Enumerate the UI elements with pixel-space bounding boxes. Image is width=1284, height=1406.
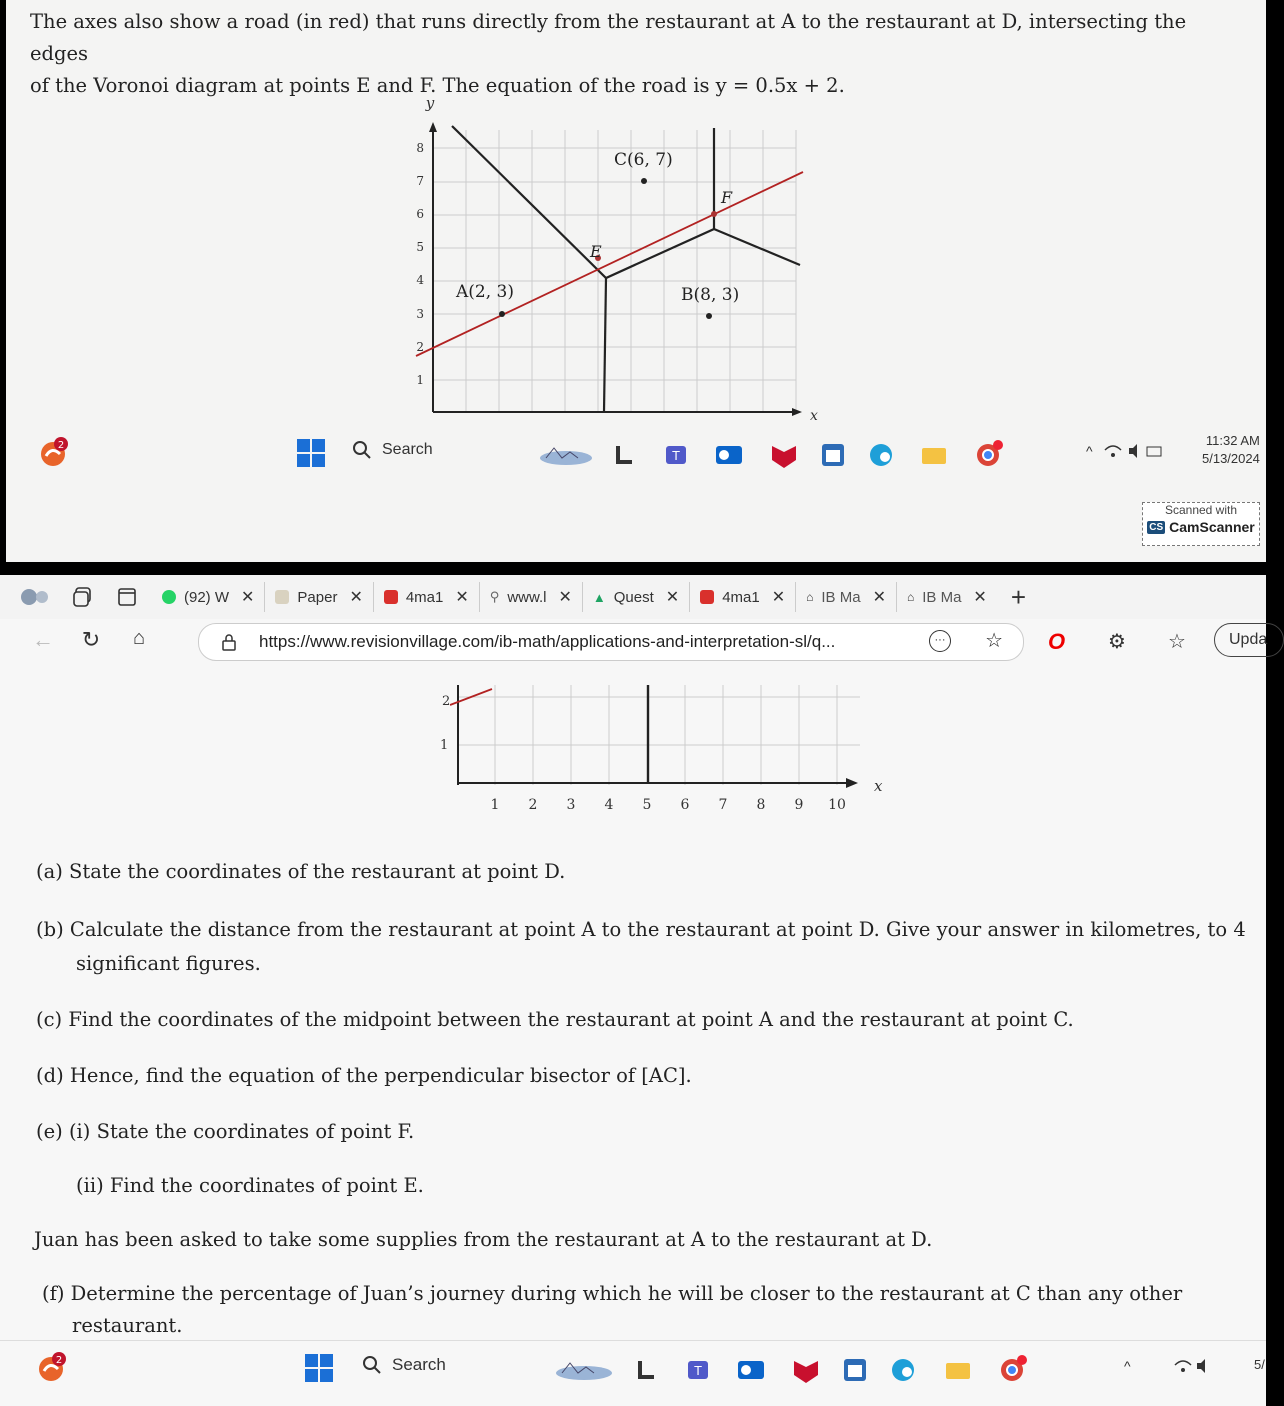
y-tick-4: 4 [416,273,424,287]
y-axis-arrow [429,122,437,132]
tab-4[interactable] [480,582,583,612]
chevron-up-icon: ^ [1124,1358,1131,1374]
clock[interactable] [1202,432,1260,468]
svg-text:2: 2 [55,1355,63,1366]
x-tick-3: 3 [566,797,576,813]
tab-7[interactable] [796,582,897,612]
document-icon [275,590,289,604]
taskbar-search-label: Search [382,441,433,458]
y-tick-2-bottom: 2 [442,694,451,709]
y-tick-2: 2 [416,340,424,354]
y-tick-1: 1 [416,373,424,387]
question-b-line2: significant figures. [76,952,261,975]
close-icon[interactable]: ✕ [349,589,363,606]
file-icon [638,1361,654,1379]
y-tick-6: 6 [416,207,424,221]
x-tick-9: 9 [794,797,804,813]
svg-text:T: T [694,1364,702,1378]
y-tick-8: 8 [416,141,424,155]
tab-8-label: IB Ma [922,588,962,606]
pinned-apps [536,440,1016,470]
tab-6[interactable] [690,582,796,612]
camscanner-line1: Scanned with [1164,503,1238,517]
question-c: (c) Find the coordinates of the midpoint between the restaurant at point A and the restaurant at point C. [36,1008,1074,1031]
question-a: (a) State the coordinates of the restaurant at point D. [36,860,566,883]
system-tray[interactable] [1124,1357,1221,1375]
x-tick-labels-bottom [491,797,846,813]
windows-start-icon[interactable] [296,438,326,468]
close-icon[interactable]: ✕ [455,589,469,606]
whatsapp-icon [162,590,176,604]
teams-icon [666,446,686,464]
question-f-line2: restaurant. [72,1314,183,1337]
close-icon[interactable]: ✕ [558,589,572,606]
outlook-icon [716,446,742,464]
system-tray[interactable] [1086,442,1163,460]
close-icon[interactable]: ✕ [241,589,255,606]
y-tick-5: 5 [416,240,424,254]
svg-text:2: 2 [57,440,65,451]
close-icon[interactable]: ✕ [973,589,987,606]
scanned-photo-top [6,0,1266,562]
grid-lines-bottom [458,685,860,785]
taskbar-bottom [0,1340,1266,1389]
back-arrow-icon[interactable]: ← [32,627,54,652]
tab-bar-controls [0,586,152,608]
pinned-apps [550,1355,1040,1385]
tab-actions-icon[interactable] [116,586,138,608]
tab-4-label: www.l [507,588,547,606]
nav-buttons [26,627,156,653]
file-icon [616,446,632,464]
tray-icons [1103,442,1163,460]
point-c-label: C(6, 7) [614,150,673,170]
tab-3-label: 4ma1 [405,588,444,606]
search-icon [352,440,372,460]
close-icon[interactable]: ✕ [771,589,786,606]
question-d: (d) Hence, find the equation of the perpendicular bisector of [AC]. [36,1064,692,1087]
weather-icon [556,1363,612,1380]
x-tick-6: 6 [680,797,690,813]
grid-lines [433,130,796,412]
lock-icon [219,632,239,652]
tab-bar [0,575,1266,619]
point-e-label: E [590,242,602,261]
update-button[interactable]: Upda [1214,623,1284,657]
taskbar-top [6,428,1266,476]
mcafee-icon [772,446,796,468]
edge-icon [870,444,892,466]
windows-start-icon[interactable] [304,1353,334,1383]
clock-date: 5/13/2024 [1202,451,1260,466]
address-bar[interactable] [198,623,1024,661]
folder-icon [922,448,946,464]
pdf-icon [700,590,714,604]
voronoi-graph-bottom-portion [410,685,890,815]
intro-text [30,6,1230,102]
question-f-line1: (f) Determine the percentage of Juan’s journey during which he will be closer to the restaurant at C than any other [42,1282,1183,1305]
point-f-label: F [721,188,733,207]
x-tick-2: 2 [528,797,538,813]
url-text: https://www.revisionvillage.com/ib-math/applications-and-interpretation-sl/q... [259,632,836,651]
tray-icons [1141,1357,1221,1375]
tab-5[interactable] [583,582,690,612]
y-tick-labels [416,141,424,387]
weather-icon [540,448,592,465]
school-icon: ⌂ [806,590,814,604]
refresh-icon[interactable]: ↻ [81,627,101,652]
pdf-icon [384,590,398,604]
tab-6-label: 4ma1 [722,588,760,606]
point-a-label: A(2, 3) [456,282,514,302]
voronoi-graph [396,90,816,430]
home-icon[interactable]: ⌂ [132,627,146,649]
favorites-icon[interactable]: ☆ [1168,631,1186,653]
drive-icon: ▲ [592,589,606,605]
x-tick-10: 10 [828,797,846,813]
intro-line-1: The axes also show a road (in red) that runs directly from the restaurant at A to the restaurant at D, intersecting the edges [30,10,1187,65]
address-row [0,619,1266,667]
tab-3[interactable] [374,582,480,612]
tab-2[interactable] [265,582,373,612]
x-axis-arrow-bottom [846,778,858,788]
tab-5-label: Quest [613,588,654,606]
y-axis-label: y [425,94,435,112]
x-axis-arrow [792,408,802,416]
mcafee-icon [794,1361,818,1383]
search-icon [362,1355,382,1375]
x-tick-8: 8 [756,797,766,813]
tab-8[interactable] [897,582,997,612]
voronoi-edge-ac-bc [452,126,714,278]
tab-1[interactable] [152,582,265,612]
edge-update-icon[interactable] [34,1349,70,1385]
browser-screenshot [0,575,1266,1406]
more-icon[interactable]: ··· [929,630,951,652]
clock-partial[interactable]: 5/ [1254,1357,1265,1372]
x-axis-label-bottom: x [874,777,883,795]
intro-line-2: of the Voronoi diagram at points E and F. The equation of the road is y = 0.5x + 2. [30,74,845,97]
teams-icon [688,1361,708,1379]
point-c-dot [641,178,647,184]
clock-time: 11:32 AM [1205,433,1260,448]
tab-7-label: IB Ma [821,588,861,606]
camscanner-brand-row [1143,519,1259,535]
question-e-i: (e) (i) State the coordinates of point F. [36,1120,415,1143]
taskbar-search[interactable] [352,440,433,460]
chrome-icon [977,440,1003,466]
camscanner-brand: CamScanner [1169,519,1255,535]
voronoi-edge-bd [714,229,800,265]
y-tick-7: 7 [416,174,424,188]
taskbar-search-label: Search [392,1355,446,1374]
new-tab-button[interactable]: + [1010,581,1027,612]
edge-update-icon[interactable] [36,434,72,470]
tab-1-label: (92) W [184,588,229,606]
taskbar-search[interactable] [362,1355,446,1375]
y-tick-3: 3 [416,307,424,321]
y-tick-1-bottom: 1 [440,738,449,753]
x-tick-4: 4 [604,797,614,813]
svg-text:T: T [672,449,680,463]
voronoi-edge-ab [604,278,606,412]
workspaces-icon[interactable] [72,586,94,608]
chrome-icon [1001,1355,1027,1381]
road-line [416,172,803,356]
folder-icon [946,1363,970,1379]
close-icon[interactable]: ✕ [665,589,680,606]
opera-icon[interactable]: O [1048,629,1066,654]
question-e-ii: (ii) Find the coordinates of point E. [76,1174,424,1197]
edge-icon [892,1359,914,1381]
x-tick-1: 1 [490,797,500,813]
school-icon: ⌂ [906,590,915,604]
x-tick-5: 5 [642,797,652,813]
camscanner-logo: CS [1149,521,1164,533]
calendar-icon [822,444,844,466]
calendar-icon [844,1359,866,1381]
camscanner-watermark [1142,502,1260,546]
outlook-icon [738,1361,764,1379]
point-b-dot [706,313,712,319]
profile-icon[interactable] [20,586,50,608]
x-axis-label: x [810,408,818,424]
point-a-dot [499,311,505,317]
close-icon[interactable]: ✕ [872,589,886,606]
extensions-icon[interactable]: ⚙ [1108,631,1126,653]
tab-2-label: Paper [297,588,338,606]
star-icon[interactable]: ☆ [985,630,1003,652]
search-icon: ⚲ [489,589,500,604]
point-b-label: B(8, 3) [681,285,740,305]
juan-statement: Juan has been asked to take some supplies from the restaurant at A to the restaurant at D. [34,1228,933,1251]
question-b-line1: (b) Calculate the distance from the restaurant at point A to the restaurant at point D. Give your answer in kilometres, to 4 [36,918,1246,941]
x-tick-7: 7 [718,797,728,813]
chevron-up-icon: ^ [1086,443,1093,459]
point-f-marker [711,211,717,217]
